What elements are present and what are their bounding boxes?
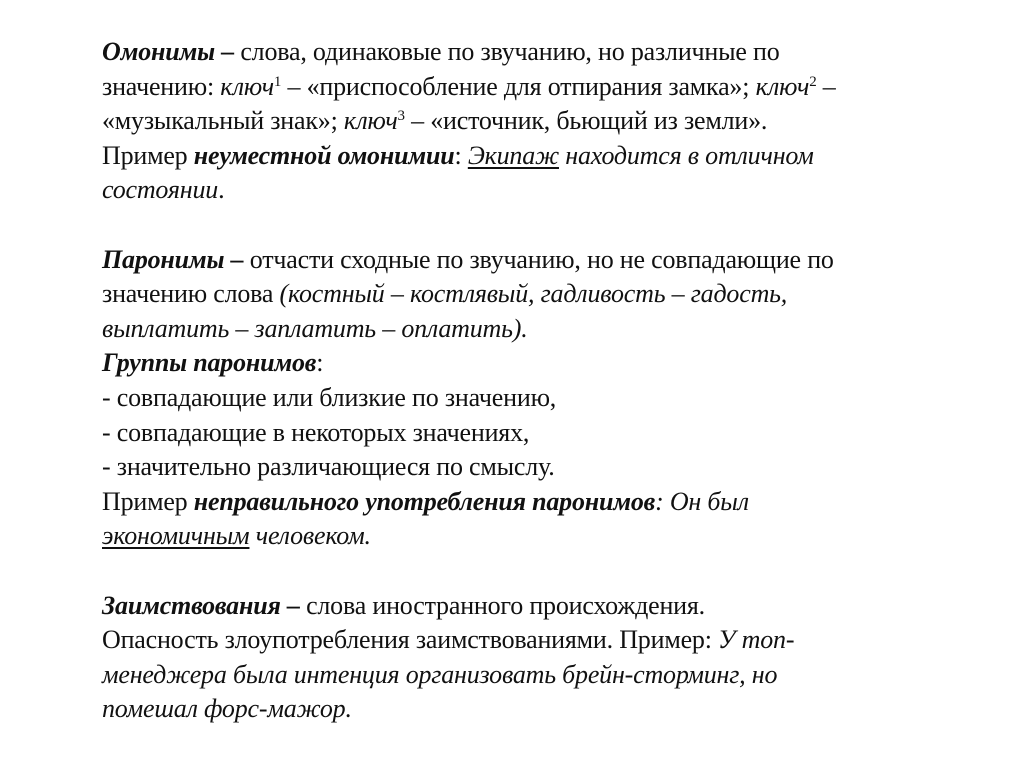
text-segment: Пример: [102, 140, 194, 170]
text-line: [102, 383, 556, 413]
text-line: [102, 625, 794, 655]
text-segment: помешал форс-мажор.: [102, 694, 352, 724]
term-heading: Заимствования –: [102, 590, 300, 620]
superscript: 1: [273, 73, 282, 90]
text-segment: - значительно различающиеся по смыслу.: [102, 452, 555, 482]
text-line: [102, 452, 555, 482]
text-line: [102, 72, 836, 102]
text-line: [102, 175, 224, 205]
text-line: [102, 418, 529, 448]
text-line: [102, 106, 767, 136]
text-line: [102, 487, 749, 517]
text-segment: –: [816, 71, 836, 101]
text-segment: – «приспособление для отпирания замка»;: [281, 71, 756, 101]
term-heading: Омонимы –: [102, 37, 235, 66]
text-line: [102, 348, 323, 378]
text-segment: (костный – костлявый, гадливость – гадость,: [279, 279, 788, 309]
text-segment: - совпадающие в некоторых значениях,: [102, 417, 530, 447]
text-segment: менеджера была интенция организовать брейн-сторминг, но: [102, 659, 778, 689]
text-segment: Пример: [102, 486, 194, 516]
text-segment: состоянии: [102, 175, 219, 205]
text-segment: :: [316, 348, 324, 378]
term-heading: Паронимы –: [102, 244, 244, 274]
text-segment: ключ: [755, 71, 810, 101]
text-segment: выплатить – заплатить – оплатить).: [102, 313, 528, 343]
text-segment: человеком.: [249, 521, 371, 551]
text-line: [102, 245, 834, 275]
text-line: [102, 694, 352, 724]
text-segment: слова, одинаковые по звучанию, но различные по: [234, 37, 780, 66]
text-segment: ключ: [220, 71, 274, 101]
text-segment: Опасность злоупотребления заимствованиями. Пример:: [102, 625, 719, 655]
example-word: Экипаж: [467, 140, 559, 170]
text-segment: находится в отличном: [558, 140, 814, 170]
text-segment: - совпадающие или близкие по значению,: [102, 383, 557, 412]
example-word: экономичным: [102, 521, 250, 551]
text-line: [102, 37, 780, 67]
text-segment: .: [218, 175, 225, 205]
superscript: 2: [809, 73, 817, 90]
text-segment: :: [454, 140, 468, 170]
text-line: [102, 660, 777, 690]
superscript: 3: [397, 108, 405, 125]
text-segment: ключ: [343, 106, 398, 136]
term-heading: Группы паронимов: [102, 348, 317, 378]
text-line: [102, 141, 814, 171]
text-segment: слова иностранного происхождения.: [299, 590, 705, 620]
text-segment: – «источник, бьющий из земли».: [404, 106, 768, 136]
term-heading: неправильного употребления паронимов: [193, 486, 656, 516]
text-line: [102, 591, 705, 621]
text-segment: У топ-: [718, 625, 795, 655]
text-segment: значению:: [102, 71, 221, 101]
text-segment: отчасти сходные по звучанию, но не совпадающие по: [243, 244, 834, 274]
text-segment: значению слова: [102, 279, 280, 309]
text-line: [102, 279, 787, 309]
text-segment: : Он был: [655, 486, 749, 516]
text-line: [102, 521, 371, 551]
text-line: [102, 314, 528, 344]
term-heading: неуместной омонимии: [193, 140, 455, 170]
text-segment: «музыкальный знак»;: [102, 106, 344, 136]
